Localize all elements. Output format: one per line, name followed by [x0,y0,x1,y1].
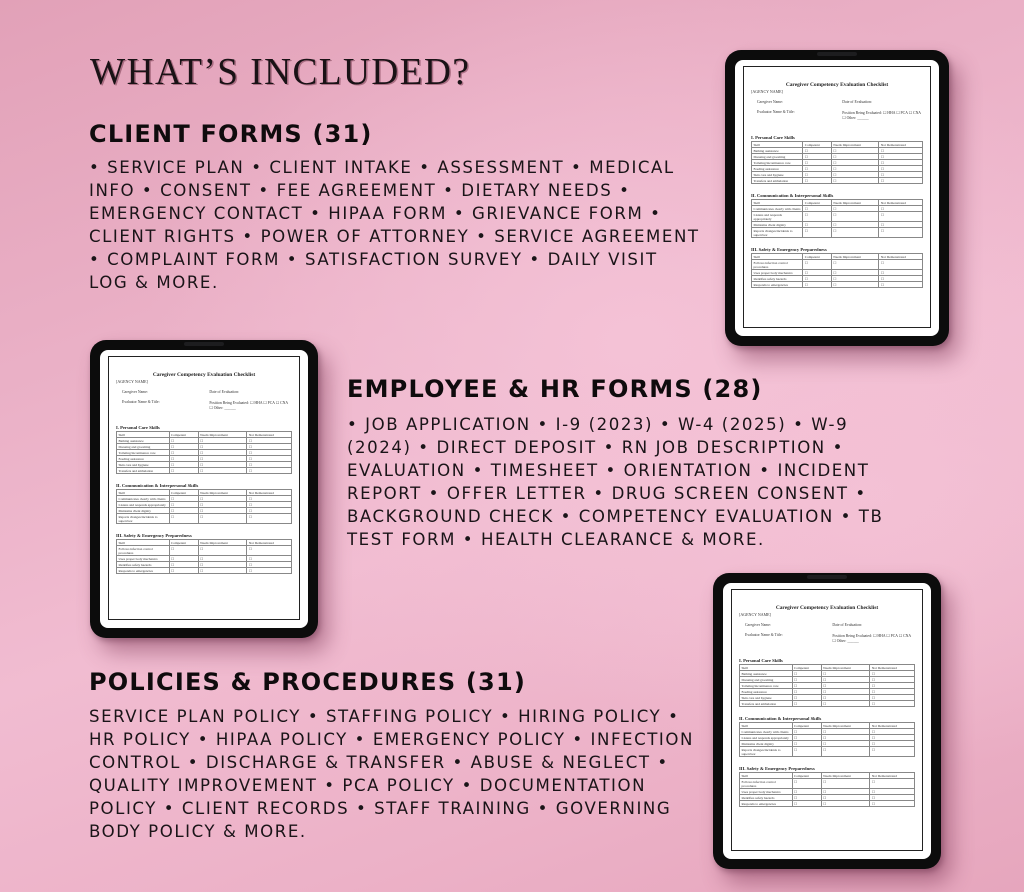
checklist-table [739,772,915,807]
table-row [752,260,923,270]
skill-cell: Follows infection control procedures [740,779,793,789]
skill-cell: Communicates clearly with clients [740,729,793,735]
client-forms-line: CLIENT RIGHTS • POWER OF ATTORNEY • SERVICE AGREEMENT [89,227,700,246]
skill-cell: Responds to emergencies [740,801,793,807]
skill-cell: Listens and responds appropriately [752,212,803,222]
document-section-title: I. Personal Care Skills [116,425,160,430]
column-header: Not Demonstrated [247,490,292,496]
skill-cell: Communicates clearly with clients [752,206,803,212]
checkbox-icon [879,178,923,184]
field-caregiver-name: Caregiver Name: [122,390,149,394]
skill-cell: Uses proper body mechanics [752,270,803,276]
column-header: Not Demonstrated [247,540,292,546]
column-header: Not Demonstrated [879,200,923,206]
checkbox-icon [831,260,879,270]
document-fields [739,623,915,649]
skill-cell: Dressing and grooming [117,444,170,450]
document-sections [739,658,915,807]
document-title: Caregiver Competency Evaluation Checklist [775,605,879,611]
skill-cell: Bathing assistance [752,148,803,154]
checkbox-icon [879,228,923,238]
document-preview [739,605,915,807]
skill-cell: Reports changes/incidents to supervisor [752,228,803,238]
document-section-title: III. Safety & Emergency Preparedness [116,533,192,538]
agency-name: [AGENCY NAME] [751,89,783,94]
checkbox-icon [198,568,247,574]
agency-name: [AGENCY NAME] [739,612,771,617]
document-fields [751,100,923,126]
column-header: Skill [740,773,793,779]
checkbox-icon [803,212,831,222]
skill-cell: Skin care and hygiene [740,695,793,701]
checkbox-icon [247,514,292,524]
field-position: Position Being Evaluated: ☐ HHA ☐ PCA ☐ CNA ☐ Other: ______ [832,634,911,643]
policies-line: SERVICE PLAN POLICY • STAFFING POLICY • HIRING POLICY • [89,707,680,726]
column-header: Competent [803,200,831,206]
column-header: Not Demonstrated [870,773,915,779]
tablet-screen [100,350,308,628]
skill-cell: Communicates clearly with clients [117,496,170,502]
camera-icon [184,342,224,346]
skill-cell: Uses proper body mechanics [117,556,170,562]
skill-cell: Feeding assistance [117,456,170,462]
document-section-title: II. Communication & Interpersonal Skills [739,716,822,721]
checkbox-icon [792,747,821,757]
skill-cell: Reports changes/incidents to supervisor [740,747,793,757]
skill-cell: Toileting/incontinence care [752,160,803,166]
skill-cell: Identifies safety hazards [752,276,803,282]
policies-line: BODY POLICY & MORE. [89,822,307,841]
column-header: Not Demonstrated [870,665,915,671]
checkbox-icon [870,747,915,757]
field-position: Position Being Evaluated: ☐ HHA ☐ PCA ☐ CNA ☐ Other: ______ [842,111,921,120]
hr-forms-line: • JOB APPLICATION • I-9 (2023) • W-4 (2025) • W-9 [347,415,849,434]
checkbox-icon [821,701,870,707]
checkbox-icon [821,801,870,807]
column-header: Needs Improvement [198,490,247,496]
column-header: Not Demonstrated [879,254,923,260]
skill-cell: Responds to emergencies [117,568,170,574]
document-preview [751,82,923,288]
checkbox-icon [803,228,831,238]
skill-cell: Transfers and ambulation [752,178,803,184]
skill-cell: Maintains client dignity [117,508,170,514]
document-fields [116,390,292,416]
column-header: Competent [803,254,831,260]
document-preview [116,372,292,574]
table-row [117,546,292,556]
column-header: Competent [169,432,198,438]
client-forms-line: LOG & MORE. [89,273,219,292]
column-header: Not Demonstrated [879,142,923,148]
column-header: Competent [169,490,198,496]
checkbox-icon [803,260,831,270]
column-header: Needs Improvement [198,432,247,438]
skill-cell: Dressing and grooming [752,154,803,160]
column-header: Skill [740,665,793,671]
checkbox-icon [198,514,247,524]
checkbox-icon [198,546,247,556]
column-header: Not Demonstrated [247,432,292,438]
checkbox-icon [792,779,821,789]
skill-cell: Uses proper body mechanics [740,789,793,795]
checklist-table [116,431,292,474]
checkbox-icon [879,282,923,288]
table-row [740,747,915,757]
skill-cell: Responds to emergencies [752,282,803,288]
column-header: Needs Improvement [821,723,870,729]
client-forms-heading: CLIENT FORMS (31) [89,120,373,148]
column-header: Competent [792,723,821,729]
field-evaluator-name: Evaluator Name & Title: [757,110,795,114]
camera-icon [807,575,847,579]
field-date: Date of Evaluation: [209,390,240,394]
column-header: Competent [169,540,198,546]
hr-forms-line: REPORT • OFFER LETTER • DRUG SCREEN CONSENT • [347,484,867,503]
column-header: Competent [792,773,821,779]
document-section-title: I. Personal Care Skills [751,135,795,140]
document-section-title: I. Personal Care Skills [739,658,783,663]
column-header: Skill [117,490,170,496]
skill-cell: Follows infection control procedures [752,260,803,270]
policies-line: QUALITY IMPROVEMENT • PCA POLICY • DOCUMENTATION [89,776,647,795]
client-forms-line: EMERGENCY CONTACT • HIPAA FORM • GRIEVANCE FORM • [89,204,662,223]
skill-cell: Listens and responds appropriately [117,502,170,508]
skill-cell: Bathing assistance [740,671,793,677]
checkbox-icon [792,701,821,707]
column-header: Needs Improvement [821,773,870,779]
column-header: Skill [117,540,170,546]
document-section-title: III. Safety & Emergency Preparedness [751,247,827,252]
field-evaluator-name: Evaluator Name & Title: [745,633,783,637]
policies-line: CONTROL • DISCHARGE & TRANSFER • ABUSE & NEGLECT • [89,753,669,772]
field-date: Date of Evaluation: [842,100,873,104]
skill-cell: Toileting/incontinence care [117,450,170,456]
field-caregiver-name: Caregiver Name: [757,100,784,104]
document-sections [751,135,923,288]
table-row [117,568,292,574]
hr-forms-line: (2024) • DIRECT DEPOSIT • RN JOB DESCRIPTION • [347,438,844,457]
table-row [117,468,292,474]
skill-cell: Bathing assistance [117,438,170,444]
hr-forms-line: BACKGROUND CHECK • COMPETENCY EVALUATION • TB [347,507,884,526]
tablet-mockup-top [725,50,949,346]
checkbox-icon [803,178,831,184]
tablet-mockup-bottom [713,573,941,869]
checkbox-icon [169,568,198,574]
skill-cell: Skin care and hygiene [117,462,170,468]
checklist-table [739,664,915,707]
table-row [752,282,923,288]
skill-cell: Follows infection control procedures [117,546,170,556]
skill-cell: Maintains client dignity [752,222,803,228]
client-forms-line: INFO • CONSENT • FEE AGREEMENT • DIETARY NEEDS • [89,181,631,200]
checkbox-icon [247,468,292,474]
client-forms-line: • SERVICE PLAN • CLIENT INTAKE • ASSESSMENT • MEDICAL [89,158,675,177]
page-title: WHAT’S INCLUDED? [90,51,471,93]
document-section-title: III. Safety & Emergency Preparedness [739,766,815,771]
skill-cell: Feeding assistance [740,689,793,695]
column-header: Skill [752,200,803,206]
policies-list [89,705,694,843]
checkbox-icon [247,568,292,574]
tablet-screen [723,583,931,859]
table-row [752,228,923,238]
checkbox-icon [831,282,879,288]
document-title: Caregiver Competency Evaluation Checklist [152,372,256,378]
checkbox-icon [879,260,923,270]
tablet-screen [735,60,939,336]
table-row [752,178,923,184]
checklist-table [751,199,923,238]
column-header: Skill [752,254,803,260]
skill-cell: Toileting/incontinence care [740,683,793,689]
field-date: Date of Evaluation: [832,623,863,627]
skill-cell: Dressing and grooming [740,677,793,683]
column-header: Competent [803,142,831,148]
checkbox-icon [831,212,879,222]
column-header: Needs Improvement [821,665,870,671]
skill-cell: Skin care and hygiene [752,172,803,178]
table-row [752,212,923,222]
document-section-title: II. Communication & Interpersonal Skills [116,483,199,488]
skill-cell: Identifies safety hazards [740,795,793,801]
column-header: Skill [117,432,170,438]
checklist-table [739,722,915,757]
policies-line: HR POLICY • HIPAA POLICY • EMERGENCY POLICY • INFECTION [89,730,694,749]
hr-forms-line: TEST FORM • HEALTH CLEARANCE & MORE. [347,530,765,549]
table-row [740,701,915,707]
checkbox-icon [870,701,915,707]
camera-icon [817,52,857,56]
skill-cell: Transfers and ambulation [740,701,793,707]
column-header: Skill [752,142,803,148]
checklist-table [116,539,292,574]
skill-cell: Listens and responds appropriately [740,735,793,741]
checkbox-icon [831,178,879,184]
skill-cell: Feeding assistance [752,166,803,172]
table-row [740,779,915,789]
table-row [740,801,915,807]
document-title: Caregiver Competency Evaluation Checklist [785,82,889,88]
checkbox-icon [821,779,870,789]
checklist-table [751,253,923,288]
checkbox-icon [198,468,247,474]
hr-forms-line: EVALUATION • TIMESHEET • ORIENTATION • INCIDENT [347,461,870,480]
checkbox-icon [169,468,198,474]
checklist-table [751,141,923,184]
policies-line: POLICY • CLIENT RECORDS • STAFF TRAINING • GOVERNING [89,799,672,818]
checkbox-icon [792,801,821,807]
checkbox-icon [247,546,292,556]
column-header: Skill [740,723,793,729]
column-header: Not Demonstrated [870,723,915,729]
checkbox-icon [821,747,870,757]
skill-cell: Identifies safety hazards [117,562,170,568]
checkbox-icon [870,801,915,807]
client-forms-list [89,156,700,294]
checkbox-icon [870,779,915,789]
client-forms-line: • COMPLAINT FORM • SATISFACTION SURVEY • DAILY VISIT [89,250,658,269]
checkbox-icon [169,546,198,556]
table-row [117,514,292,524]
skill-cell: Maintains client dignity [740,741,793,747]
tablet-mockup-middle [90,340,318,638]
checkbox-icon [831,228,879,238]
document-sections [116,425,292,574]
column-header: Needs Improvement [831,142,879,148]
column-header: Competent [792,665,821,671]
checkbox-icon [803,282,831,288]
policies-heading: POLICIES & PROCEDURES (31) [89,668,527,696]
checkbox-icon [169,514,198,524]
checklist-table [116,489,292,524]
document-section-title: II. Communication & Interpersonal Skills [751,193,834,198]
hr-forms-heading: EMPLOYEE & HR FORMS (28) [347,375,763,403]
field-caregiver-name: Caregiver Name: [745,623,772,627]
column-header: Needs Improvement [831,200,879,206]
checkbox-icon [879,212,923,222]
skill-cell: Reports changes/incidents to supervisor [117,514,170,524]
hr-forms-list [347,413,883,551]
column-header: Needs Improvement [831,254,879,260]
field-evaluator-name: Evaluator Name & Title: [122,400,160,404]
column-header: Needs Improvement [198,540,247,546]
field-position: Position Being Evaluated: ☐ HHA ☐ PCA ☐ CNA ☐ Other: ______ [209,401,288,410]
agency-name: [AGENCY NAME] [116,379,148,384]
skill-cell: Transfers and ambulation [117,468,170,474]
